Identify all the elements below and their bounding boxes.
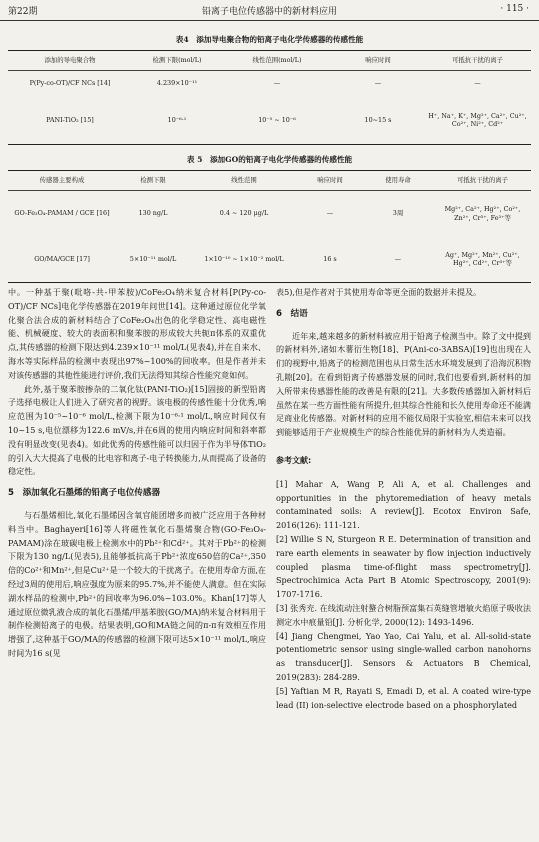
reference-item: [2] Willie S N, Sturgeon R E. Determination of transition and rare earth elements in seawater by flow injection inductively coupled plasma time-of-flight mass spectrometry[J]. Spectrochimica Acta Part B Atomic Spectroscopy, 2001(9): 1707-1716.	[276, 533, 531, 600]
table-cell: GO/MA/GCE [17]	[8, 237, 116, 283]
table-cell: H⁺, Na⁺, K⁺, Mg²⁺, Ca²⁺, Cu²⁺, Co²⁺, Ni²⁺, Cd²⁺	[424, 97, 531, 145]
table-cell: 10⁻⁵ ~ 10⁻⁶	[222, 97, 332, 145]
table4-header-cell: 响应时间	[332, 51, 424, 71]
table-cell: 10⁻⁶·¹	[132, 97, 222, 145]
body-paragraph: 与石墨烯相比,氧化石墨烯因含氧官能团增多而被广泛应用于各种材料当中。Baghayeri[16]等人将磁性氧化石墨烯聚合物(GO-Fe₃O₄-PAMAM)涂在玻碳电极上检测水中的Pb²⁺和Cd²⁺。其对于Pb²⁺的检测下限为130 ng/L(见表5),且能够抵抗高于Pb²⁺浓度650倍的Ca²⁺,350倍的Co²⁺和Mn²⁺,但是Cu²⁺是一个较大的干扰离子。在使用寿命方面,在经过3周的使用后,响应强度为原来的95.7%,并不能使人满意。但在实际湖水样品的检测中,Pb²⁺的回收率为96.0%~103.0%。Khan[17]等人通过原位微乳液合成的氧化石墨烯/甲基苯胺(GO/MA)纳米复合材料用于制作检测铅离子的电极。结果表明,GO和MA链之间的π-π有效相互作用增强了,这种基于GO/MA的传感器的检测下限可达5×10⁻¹¹ mol/L,响应时间为16 s(见	[8, 509, 266, 658]
body-paragraph: 表5),但是作者对于其使用寿命等更全面的数据并未提及。	[276, 287, 482, 297]
section-heading: 6 结语	[276, 308, 308, 319]
body-paragraph: 近年来,越来越多的新材料被应用于铅离子检测当中。除了文中提到的新材料外,诸如木薯衍生物[18]、P(Ani-co-3ABSA)[19]也出现在人们的视野中,铅离子的检测范围也从日常生活水环境发展到了沿海沉积物孔隙[20]。在看到铅离子传感器发展的同时,我们也要看到,新材料的加入所带来传感器性能的改善是有限的[21]。大多数传感器加入新材料后虽然在某一些方面性能有所提升,但其综合性能和长久使用寿命还不能满足商业化传感器。对新材料的应用不能仅局限于实验室,相信未来可以找到能够适用于产业规模生产的综合性能优异的新材料为人类造福。	[276, 330, 531, 438]
reference-item: [3] 张秀充. 在线流动注射螯合树脂预富集石英缝管增敏火焰原子吸收法测定水中痕量铅[J]. 分析化学, 2000(12): 1493-1496.	[276, 602, 531, 627]
table4-header-cell: 线性范围(mol/L)	[222, 51, 332, 71]
reference-item: [5] Yaftian M R, Rayati S, Emadi D, et al. A coated wire-type lead (II) ion-selective electrode based on a phosphorylated	[276, 685, 531, 710]
table-cell: 0.4 ~ 120 μg/L	[219, 209, 269, 218]
reference-item: [1] Mahar A, Wang P, Ali A, et al. Challenges and opportunities in the phytoremediation of heavy metals contaminated soils: A review[J]. Ecotox Environ Safe, 2016(126): 111-121.	[276, 478, 531, 531]
table-cell: PANI-TiO₂ [15]	[8, 97, 132, 145]
references-heading: 参考文献:	[276, 455, 312, 465]
table5-header-cell: 检测下限	[116, 171, 190, 191]
body-paragraph: 中。一种基于聚(吡咯-共-甲苯胺)/CoFe₂O₄纳米复合材料[P(Py-co-OT)/CF NCs]电化学传感器在2019年问世[14]。这种通过原位化学氧化聚合法合成的新材料结合了CoFe₂O₄出色的化学稳定性、高电磁性能、机械硬度、较大的表面积和聚苯胺的形成较大共轭π体系的双重优点,其传感器的检测下限达到4.239×10⁻¹¹ mol/L(见表4),并在自来水、海水等实际样品的检测中表现出97%~100%的回收率。但是作者并未对该传感器的其他性能进行评价,我们无法得知其综合性能究竟如何。	[8, 287, 266, 380]
left-column	[8, 286, 266, 836]
reference-item: [4] Jiang Chengmei, Yao Yao, Cai Yalu, et al. All-solid-state potentiometric sensor using single-walled carbon nanohorns as transducer[J]. Sensors & Actuators B Chemical, 2019(283): 284-289.	[276, 630, 531, 682]
table5-header-cell: 传感器主要构成	[8, 171, 116, 191]
table-row	[8, 71, 531, 97]
page-number: · 115 ·	[500, 4, 529, 14]
table5-caption: 表 5 添加GO的铅离子电化学传感器的传感性能	[186, 155, 353, 164]
table-cell: 3周	[392, 209, 404, 218]
table-row	[8, 97, 531, 145]
table-row	[8, 237, 531, 283]
table4	[8, 50, 531, 145]
running-title: 铅离子电位传感器中的新材料应用	[201, 7, 337, 17]
table-cell: GO-Fe₃O₄-PAMAM / GCE [16]	[14, 209, 110, 218]
table5-header-row	[8, 171, 531, 191]
page-header	[0, 0, 539, 21]
table-cell: 130 ng/L	[138, 209, 168, 218]
table4-header-cell: 检测下限(mol/L)	[132, 51, 222, 71]
table-cell: —	[474, 79, 481, 88]
section-heading: 5 添加氧化石墨烯的铅离子电位传感器	[8, 488, 161, 499]
right-column	[276, 286, 531, 836]
table-cell: 4.239×10⁻¹¹	[156, 79, 198, 88]
table4-header-cell: 可抵抗干扰的离子	[424, 51, 531, 71]
table-cell: —	[362, 237, 434, 283]
table4-caption: 表4 添加导电聚合物的铅离子电化学传感器的传感性能	[175, 35, 364, 44]
table5-header-cell: 线性范围	[190, 171, 298, 191]
table-cell: Mg²⁺, Ca²⁺, Hg²⁺, Co²⁺, Zn²⁺, Cr³⁺, Fe³⁺等	[444, 205, 521, 222]
table-cell: 1×10⁻¹⁰ ~ 1×10⁻² mol/L	[190, 237, 298, 283]
issue-number: 第22期	[8, 7, 38, 17]
table-cell: —	[374, 79, 382, 88]
table-cell: 10~15 s	[332, 97, 424, 145]
table-row	[8, 191, 531, 237]
table4-header-cell: 添加的导电聚合物	[8, 51, 132, 71]
table-cell: Ag⁺, Mg²⁺, Mn²⁺, Cu²⁺, Hg²⁺, Cd²⁺, Cr³⁺等	[434, 237, 531, 283]
table5	[8, 170, 531, 283]
table5-header-cell: 使用寿命	[362, 171, 434, 191]
table-cell: P(Py-co-OT)/CF NCs [14]	[29, 79, 111, 88]
table-cell: —	[273, 79, 281, 88]
table5-header-cell: 可抵抗干扰的离子	[434, 171, 531, 191]
body-paragraph: 此外,基于聚苯胺掺杂的二氧化钛(PANI-TiO₂)[15]固接的新型铅离子选择电极让人们进入了研究者的视野。该电极的传感性能十分优秀,响应范围为10⁻⁵~10⁻⁶ mol/L,检测下限为10⁻⁶·¹ mol/L,响应时间仅有10~15 s,电位漂移为122.6 mV/s,并在6周的使用内响应时间和斜率都没有明显改变(见表4)。如此优秀的传感性能可以归因于作为半导体TiO₂的引入大大提高了电极的比电容和离子-电子转换能力,从而提高了设备的稳定性。	[8, 383, 266, 477]
table-cell: —	[326, 209, 334, 218]
table-cell: 5×10⁻¹¹ mol/L	[116, 237, 190, 283]
table4-header-row	[8, 51, 531, 71]
table-cell: 16 s	[298, 237, 362, 283]
table5-header-cell: 响应时间	[298, 171, 362, 191]
